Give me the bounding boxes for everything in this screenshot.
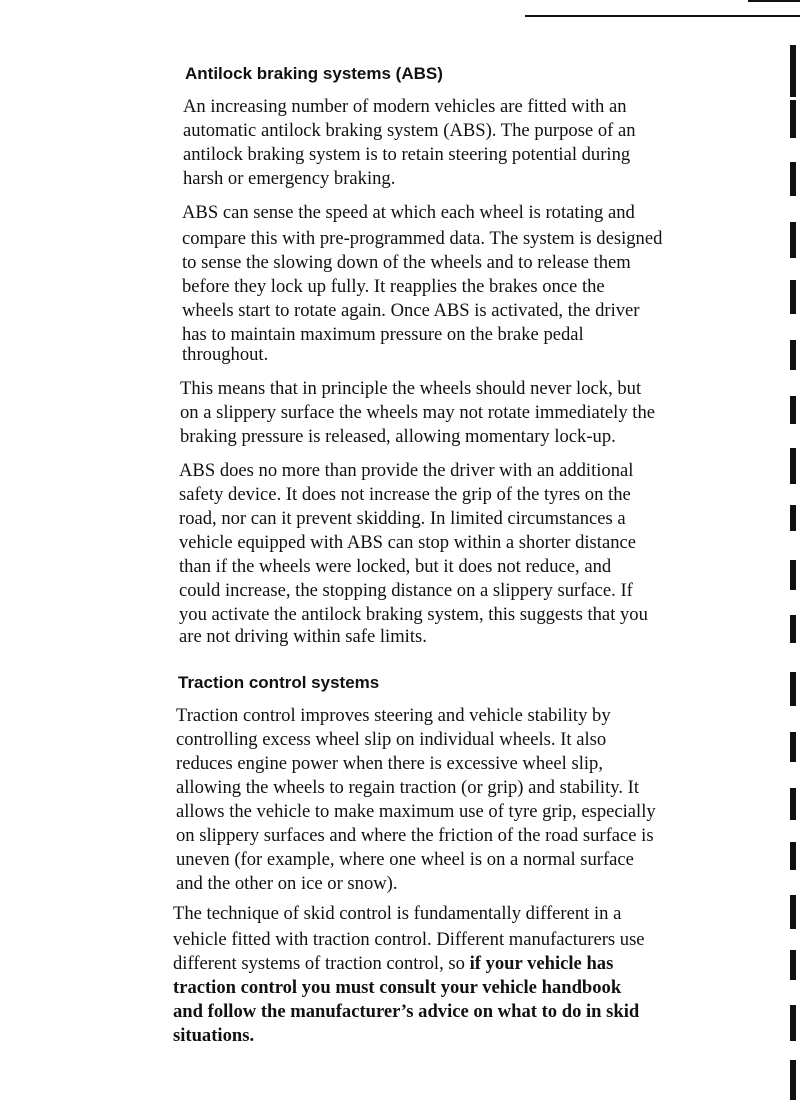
line-text: uneven (for example, where one wheel is on a normal surface <box>176 849 634 870</box>
line-text: vehicle fitted with traction control. Different manufacturers use <box>173 929 645 950</box>
line-text: could increase, the stopping distance on a slippery surface. If <box>179 580 633 601</box>
paragraph-line <box>182 299 639 323</box>
paragraph-line <box>179 459 633 483</box>
line-text: compare this with pre-programmed data. The system is designed <box>182 228 663 249</box>
paragraph-line <box>183 95 627 119</box>
scan-edge-mark <box>790 842 796 870</box>
paragraph-line <box>182 201 635 225</box>
line-text: than if the wheels were locked, but it does not reduce, and <box>179 556 612 577</box>
line-text: has to maintain maximum pressure on the brake pedal <box>182 324 584 345</box>
line-text: on slippery surfaces and where the friction of the road surface is <box>176 825 654 846</box>
scan-edge-mark <box>790 448 796 484</box>
line-text: before they lock up fully. It reapplies the brakes once the <box>182 276 605 297</box>
paragraph-line <box>173 1024 254 1048</box>
line-text: vehicle equipped with ABS can stop within a shorter distance <box>179 532 636 553</box>
line-text: ABS can sense the speed at which each wheel is rotating and <box>182 202 635 223</box>
scan-edge-mark <box>790 45 796 97</box>
scan-edge-mark <box>790 1005 796 1041</box>
paragraph-line <box>176 872 398 896</box>
paragraph-line <box>176 800 656 824</box>
scan-edge-mark <box>790 895 796 929</box>
line-text: braking pressure is released, allowing momentary lock-up. <box>180 426 616 447</box>
line-text: reduces engine power when there is excessive wheel slip, <box>176 753 603 774</box>
line-text: automatic antilock braking system (ABS). The purpose of an <box>183 120 636 141</box>
paragraph-line <box>183 167 395 191</box>
paragraph-line <box>180 377 641 401</box>
paragraph-line <box>182 251 631 275</box>
bold-text: situations. <box>173 1025 255 1046</box>
paragraph-line <box>173 976 621 1000</box>
paragraph-line <box>176 848 634 872</box>
paragraph-line <box>173 902 621 926</box>
paragraph-line <box>179 531 636 555</box>
line-text: The technique of skid control is fundamentally different in a <box>173 903 622 924</box>
line-text: controlling excess wheel slip on individual wheels. It also <box>176 729 607 750</box>
scan-edge-mark <box>790 222 796 258</box>
line-text: you activate the antilock braking system, this suggests that you <box>179 604 648 625</box>
scan-edge-mark <box>790 788 796 820</box>
line-text: on a slippery surface the wheels may not rotate immediately the <box>180 402 656 423</box>
paragraph-line <box>179 625 427 649</box>
line-text: An increasing number of modern vehicles are fitted with an <box>183 96 627 117</box>
scan-edge-mark <box>790 280 796 314</box>
bold-text: if your vehicle has <box>469 953 614 974</box>
paragraph-line <box>179 579 633 603</box>
paragraph-line <box>173 1000 639 1024</box>
line-text: wheels start to rotate again. Once ABS is activated, the driver <box>182 300 640 321</box>
scan-edge-mark <box>790 162 796 196</box>
scan-edge-mark <box>790 340 796 370</box>
section-heading: Traction control systems <box>178 673 380 692</box>
paragraph-line <box>176 824 654 848</box>
paragraph-line <box>179 603 648 627</box>
line-text: road, nor can it prevent skidding. In limited circumstances a <box>179 508 626 529</box>
scan-edge-mark <box>790 505 796 531</box>
bold-text: traction control you must consult your vehicle handbook <box>173 977 622 998</box>
line-text: different systems of traction control, so <box>173 953 470 974</box>
scan-edge-mark <box>790 560 796 590</box>
paragraph-line <box>183 143 630 167</box>
scan-edge-mark <box>790 396 796 424</box>
line-text: safety device. It does not increase the grip of the tyres on the <box>179 484 631 505</box>
line-text: to sense the slowing down of the wheels and to release them <box>182 252 631 273</box>
top-rule-short <box>748 0 800 2</box>
paragraph-line <box>182 343 268 367</box>
line-text: allowing the wheels to regain traction (or grip) and stability. It <box>176 777 639 798</box>
line-text: allows the vehicle to make maximum use of tyre grip, especially <box>176 801 656 822</box>
line-text: Traction control improves steering and vehicle stability by <box>176 705 611 726</box>
line-text: throughout. <box>182 344 269 365</box>
paragraph-line <box>180 401 655 425</box>
section-heading: Antilock braking systems (ABS) <box>185 64 443 83</box>
paragraph-line <box>176 728 606 752</box>
paragraph-line <box>176 704 611 728</box>
paragraph-line <box>173 928 645 952</box>
paragraph-line <box>176 776 639 800</box>
line-text: are not driving within safe limits. <box>179 626 427 647</box>
top-rule <box>525 15 800 17</box>
bold-text: and follow the manufacturer’s advice on what to do in skid <box>173 1001 640 1022</box>
line-text: This means that in principle the wheels should never lock, but <box>180 378 642 399</box>
paragraph-line <box>179 555 611 579</box>
paragraph-line <box>176 752 603 776</box>
scan-edge-mark <box>790 100 796 138</box>
scan-edge-mark <box>790 732 796 762</box>
paragraph-line <box>180 425 616 449</box>
scan-edge-mark <box>790 1060 796 1100</box>
paragraph-line <box>173 952 613 976</box>
scan-edge-mark <box>790 672 796 706</box>
scan-edge-mark <box>790 615 796 643</box>
paragraph-line <box>182 227 662 251</box>
paragraph-line <box>179 483 631 507</box>
paragraph-line <box>182 275 605 299</box>
paragraph-line <box>179 507 626 531</box>
paragraph-line <box>183 119 636 143</box>
line-text: and the other on ice or snow). <box>176 873 398 894</box>
line-text: antilock braking system is to retain steering potential during <box>183 144 631 165</box>
line-text: harsh or emergency braking. <box>183 168 396 189</box>
scan-edge-mark <box>790 950 796 980</box>
line-text: ABS does no more than provide the driver with an additional <box>179 460 634 481</box>
